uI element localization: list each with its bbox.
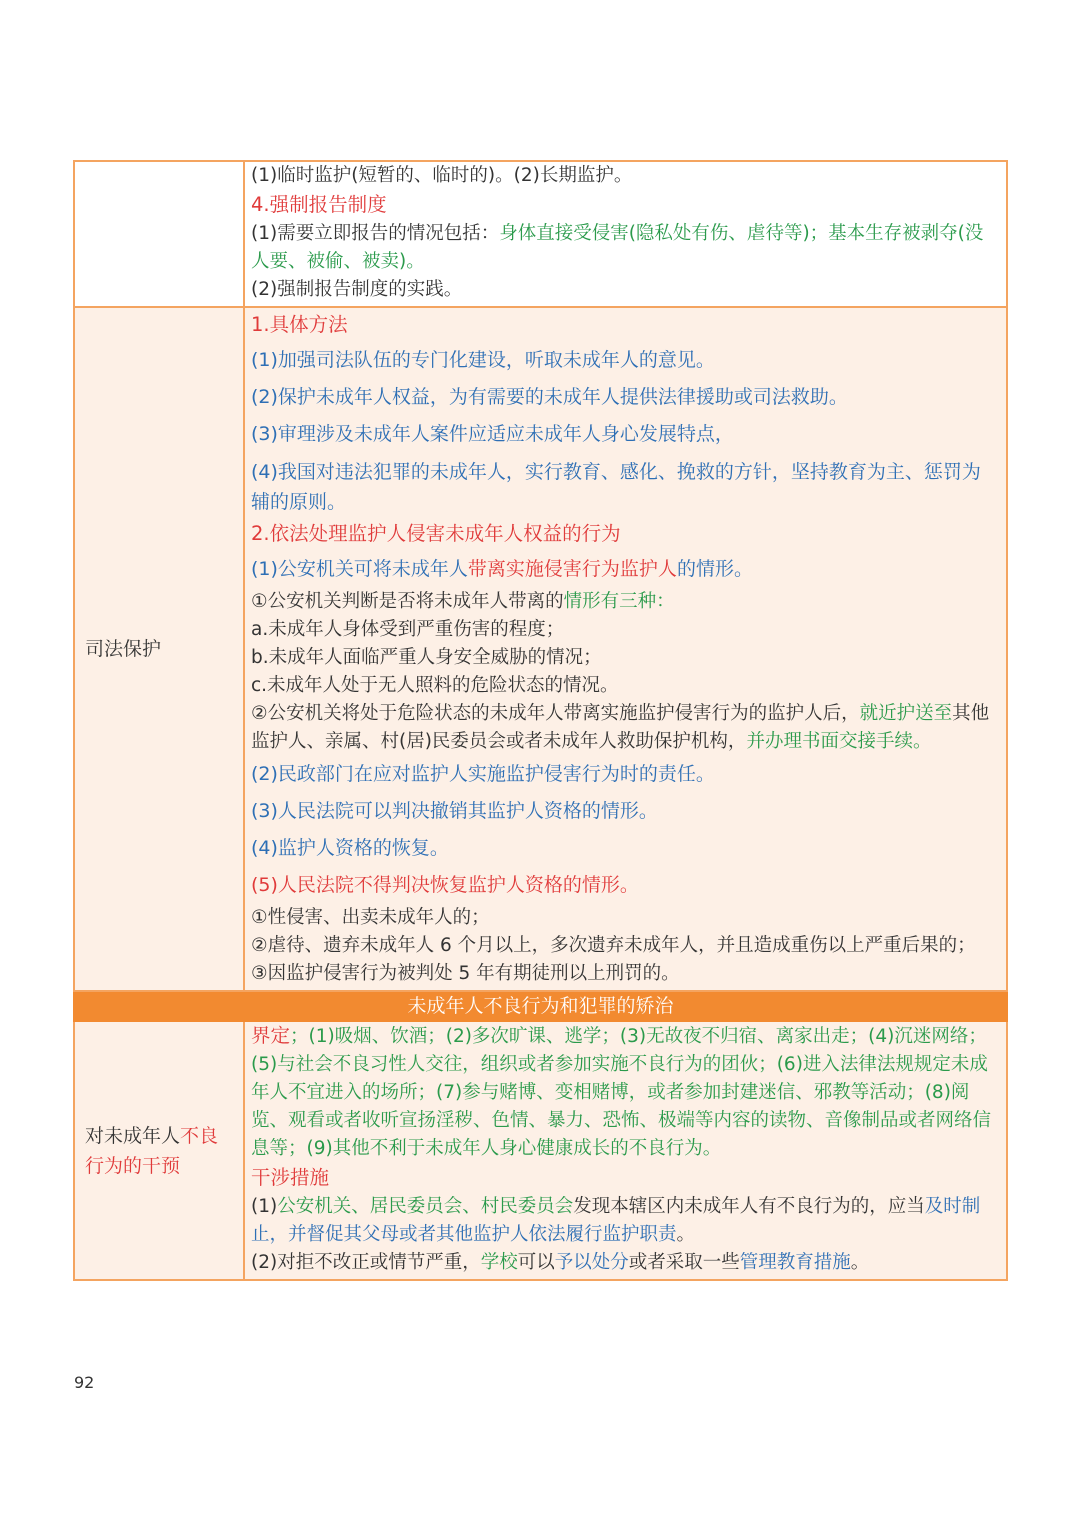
section-header-row	[74, 991, 1007, 1021]
table-row	[74, 1021, 1007, 1280]
section-header: 未成年人不良行为和犯罪的矫治	[74, 991, 1007, 1021]
text-line: (2)强制报告制度的实践。	[251, 279, 463, 300]
text-line: (1)临时监护(短暂的、临时的)。(2)长期监护。	[251, 165, 633, 186]
text-line: ①性侵害、出卖未成年人的；	[251, 907, 490, 928]
content-table	[73, 160, 1008, 1281]
text-line: (1)加强司法队伍的专门化建设，听取未成年人的意见。	[251, 349, 715, 371]
row-content	[244, 1021, 1007, 1280]
row-label-empty	[74, 161, 244, 307]
heading-intervention: 干涉措施	[251, 1166, 330, 1189]
row-content	[244, 161, 1007, 307]
text-line: (3)人民法院可以判决撤销其监护人资格的情形。	[251, 800, 658, 822]
row-label: 对未成年人不良行为的干预	[74, 1021, 244, 1280]
text-line: ②公安机关将处于危险状态的未成年人带离实施监护侵害行为的监护人后，就近护送至其他监护人、亲属、村(居)民委员会或者未成年人救助保护机构，并办理书面交接手续。	[251, 703, 990, 752]
text-line: (1)公安机关可将未成年人带离实施侵害行为监护人的情形。	[251, 558, 753, 580]
text-line: (2)对拒不改正或情节严重，学校可以予以处分或者采取一些管理教育措施。	[251, 1252, 870, 1273]
text-line: (4)监护人资格的恢复。	[251, 837, 449, 859]
page-number: 92	[74, 1373, 95, 1392]
row-label: 司法保护	[74, 307, 244, 991]
table-row	[74, 161, 1007, 307]
row-content	[244, 307, 1007, 991]
text-line: (1)公安机关、居民委员会、村民委员会发现本辖区内未成年人有不良行为的，应当及时制止，并督促其父母或者其他监护人依法履行监护职责。	[251, 1196, 981, 1245]
text-line: a.未成年人身体受到严重伤害的程度；	[251, 619, 565, 640]
definition-text: 界定；(1)吸烟、饮酒；(2)多次旷课、逃学；(3)无故夜不归宿、离家出走；(4)沉迷网络；(5)与社会不良习性人交往，组织或者参加实施不良行为的团伙；(6)进入法律法规规定未成年人不宜进入的场所；(7)参与赌博、变相赌博，或者参加封建迷信、邪教等活动；(8)阅览、观看或者收听宣扬淫秽、色情、暴力、恐怖、极端等内容的读物、音像制品或者网络信息等；(9)其他不利于未成年人身心健康成长的不良行为。	[251, 1024, 992, 1159]
heading-mandatory-report: 4.强制报告制度	[251, 193, 387, 216]
text-line: (4)我国对违法犯罪的未成年人，实行教育、感化、挽救的方针，坚持教育为主、惩罚为辅的原则。	[251, 461, 981, 513]
text-line: ③因监护侵害行为被判处 5 年有期徒刑以上刑罚的。	[251, 963, 680, 984]
heading-guardian: 2.依法处理监护人侵害未成年人权益的行为	[251, 522, 621, 545]
text-line: c.未成年人处于无人照料的危险状态的情况。	[251, 675, 619, 696]
heading-methods: 1.具体方法	[251, 313, 348, 336]
text-line: (2)民政部门在应对监护人实施监护侵害行为时的责任。	[251, 763, 715, 785]
text-line: (3)审理涉及未成年人案件应适应未成年人身心发展特点，	[251, 423, 734, 445]
text-line: (5)人民法院不得判决恢复监护人资格的情形。	[251, 874, 639, 896]
text-line: (2)保护未成年人权益，为有需要的未成年人提供法律援助或司法救助。	[251, 386, 848, 408]
text-line: b.未成年人面临严重人身安全威胁的情况；	[251, 647, 602, 668]
text-line: ②虐待、遗弃未成年人 6 个月以上，多次遗弃未成年人，并且造成重伤以上严重后果的；	[251, 935, 976, 956]
text-line: ①公安机关判断是否将未成年人带离的情形有三种：	[251, 591, 675, 612]
table-row	[74, 307, 1007, 991]
text-line: (1)需要立即报告的情况包括：身体直接受侵害(隐私处有伤、虐待等)；基本生存被剥夺(没人要、被偷、被卖)。	[251, 223, 984, 272]
